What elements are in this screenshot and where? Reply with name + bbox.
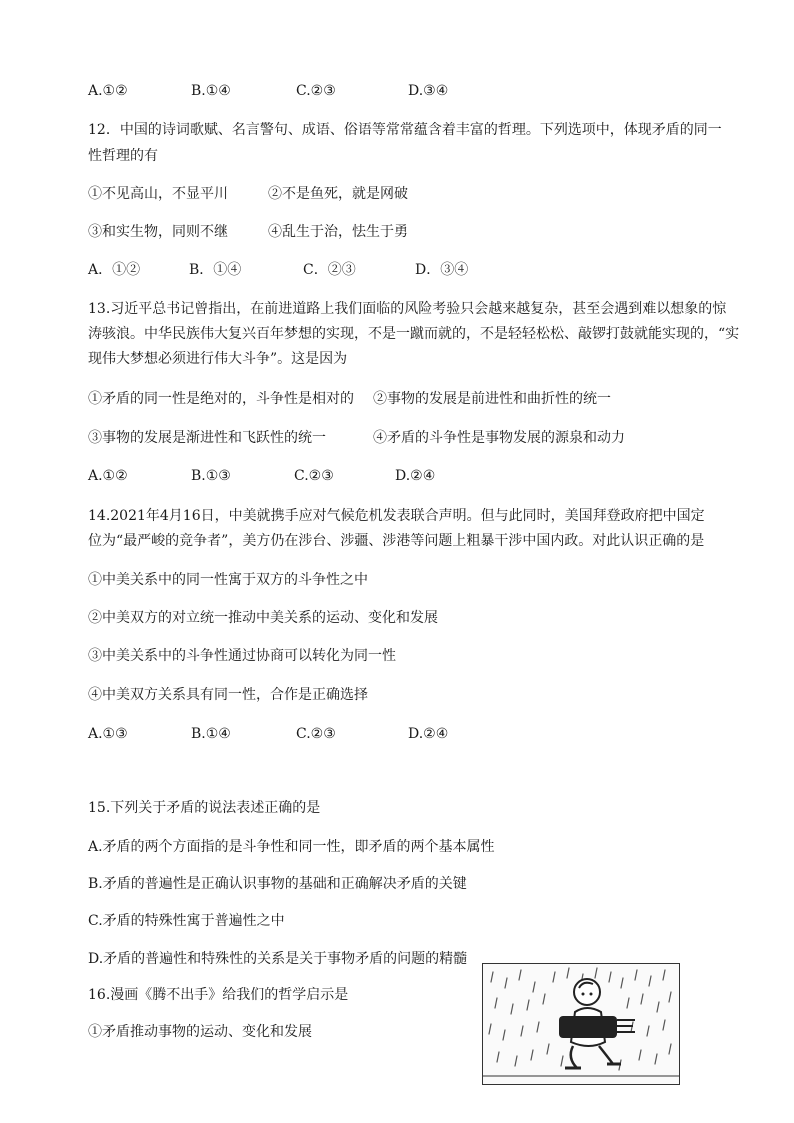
q14-item-3: ③中美关系中的斗争性通过协商可以转化为同一性 <box>88 648 396 664</box>
q12-options <box>88 262 688 278</box>
q14-item-2: ②中美双方的对立统一推动中美关系的运动、变化和发展 <box>88 610 438 626</box>
q12-option-d: D．③④ <box>415 262 469 278</box>
q13-items-row-2 <box>88 430 688 446</box>
q11-option-a: A.①② <box>88 83 128 99</box>
q14-stem-line-1: 14.2021年4月16日，中美就携手应对气候危机发表联合声明。但与此同时，美国拜登政府把中国定 <box>88 508 705 524</box>
cartoon-drawing <box>483 964 679 1084</box>
q13-stem-line-2: 涛骇浪。中华民族伟大复兴百年梦想的实现，不是一蹴而就的，不是轻轻松松、敲锣打鼓就能实现的，“实 <box>88 326 740 342</box>
q15-stem: 15.下列关于矛盾的说法表述正确的是 <box>88 800 321 816</box>
q13-item-4: ④矛盾的斗争性是事物发展的源泉和动力 <box>373 430 625 446</box>
q13-item-3: ③事物的发展是渐进性和飞跃性的统一 <box>88 430 326 446</box>
q11-options <box>88 83 688 99</box>
q16-item-1: ①矛盾推动事物的运动、变化和发展 <box>88 1024 312 1040</box>
person-figure <box>559 979 635 1068</box>
q12-items-row-2 <box>88 224 688 240</box>
q12-option-a: A．①② <box>88 262 141 278</box>
q14-options <box>88 726 688 742</box>
q13-option-d: D.②④ <box>395 468 436 484</box>
q15-option-c: C.矛盾的特殊性寓于普遍性之中 <box>88 913 285 929</box>
q11-option-d: D.③④ <box>408 83 449 99</box>
q13-item-1: ①矛盾的同一性是绝对的，斗争性是相对的 <box>88 391 354 407</box>
q16-stem: 16.漫画《腾不出手》给我们的哲学启示是 <box>88 987 349 1003</box>
q13-option-b: B.①③ <box>191 468 231 484</box>
q15-option-a: A.矛盾的两个方面指的是斗争性和同一性，即矛盾的两个基本属性 <box>88 839 495 855</box>
q13-stem-line-1: 13.习近平总书记曾指出，在前进道路上我们面临的风险考验只会越来越复杂，甚至会遇到难以想象的惊 <box>88 301 727 317</box>
q14-stem-line-2: 位为“最严峻的竞争者”，美方仍在涉台、涉疆、涉港等问题上粗暴干涉中国内政。对此认识正确的是 <box>88 533 705 549</box>
q14-option-a: A.①③ <box>88 726 128 742</box>
q12-item-1: ①不见高山，不显平川 <box>88 186 228 202</box>
q15-option-d: D.矛盾的普遍性和特殊性的关系是关于事物矛盾的问题的精髓 <box>88 951 468 967</box>
q14-item-1: ①中美关系中的同一性寓于双方的斗争性之中 <box>88 572 368 588</box>
q14-item-4: ④中美双方关系具有同一性，合作是正确选择 <box>88 687 368 703</box>
q12-item-4: ④乱生于治，怯生于勇 <box>268 224 408 240</box>
q12-option-c: C．②③ <box>303 262 356 278</box>
q12-option-b: B．①④ <box>189 262 242 278</box>
q12-item-2: ②不是鱼死，就是网破 <box>268 186 408 202</box>
q12-stem-line-1: 12．中国的诗词歌赋、名言警句、成语、俗语等常常蕴含着丰富的哲理。下列选项中，体现矛盾的同一 <box>88 122 722 138</box>
q12-item-3: ③和实生物，同则不继 <box>88 224 228 240</box>
q13-option-a: A.①② <box>88 468 128 484</box>
q13-stem-line-3: 现伟大梦想必须进行伟大斗争”。这是因为 <box>88 351 348 367</box>
q15-option-b: B.矛盾的普遍性是正确认识事物的基础和正确解决矛盾的关键 <box>88 876 467 892</box>
q13-items-row-1 <box>88 391 688 407</box>
q11-option-b: B.①④ <box>191 83 231 99</box>
q13-options <box>88 468 688 484</box>
q13-option-c: C.②③ <box>294 468 334 484</box>
q11-option-c: C.②③ <box>296 83 336 99</box>
q14-option-b: B.①④ <box>191 726 231 742</box>
cartoon-illustration <box>482 963 680 1085</box>
q12-items-row-1 <box>88 186 688 202</box>
q13-item-2: ②事物的发展是前进性和曲折性的统一 <box>373 391 611 407</box>
q14-option-d: D.②④ <box>408 726 449 742</box>
q12-stem-line-2: 性哲理的有 <box>88 148 158 164</box>
q14-option-c: C.②③ <box>296 726 336 742</box>
